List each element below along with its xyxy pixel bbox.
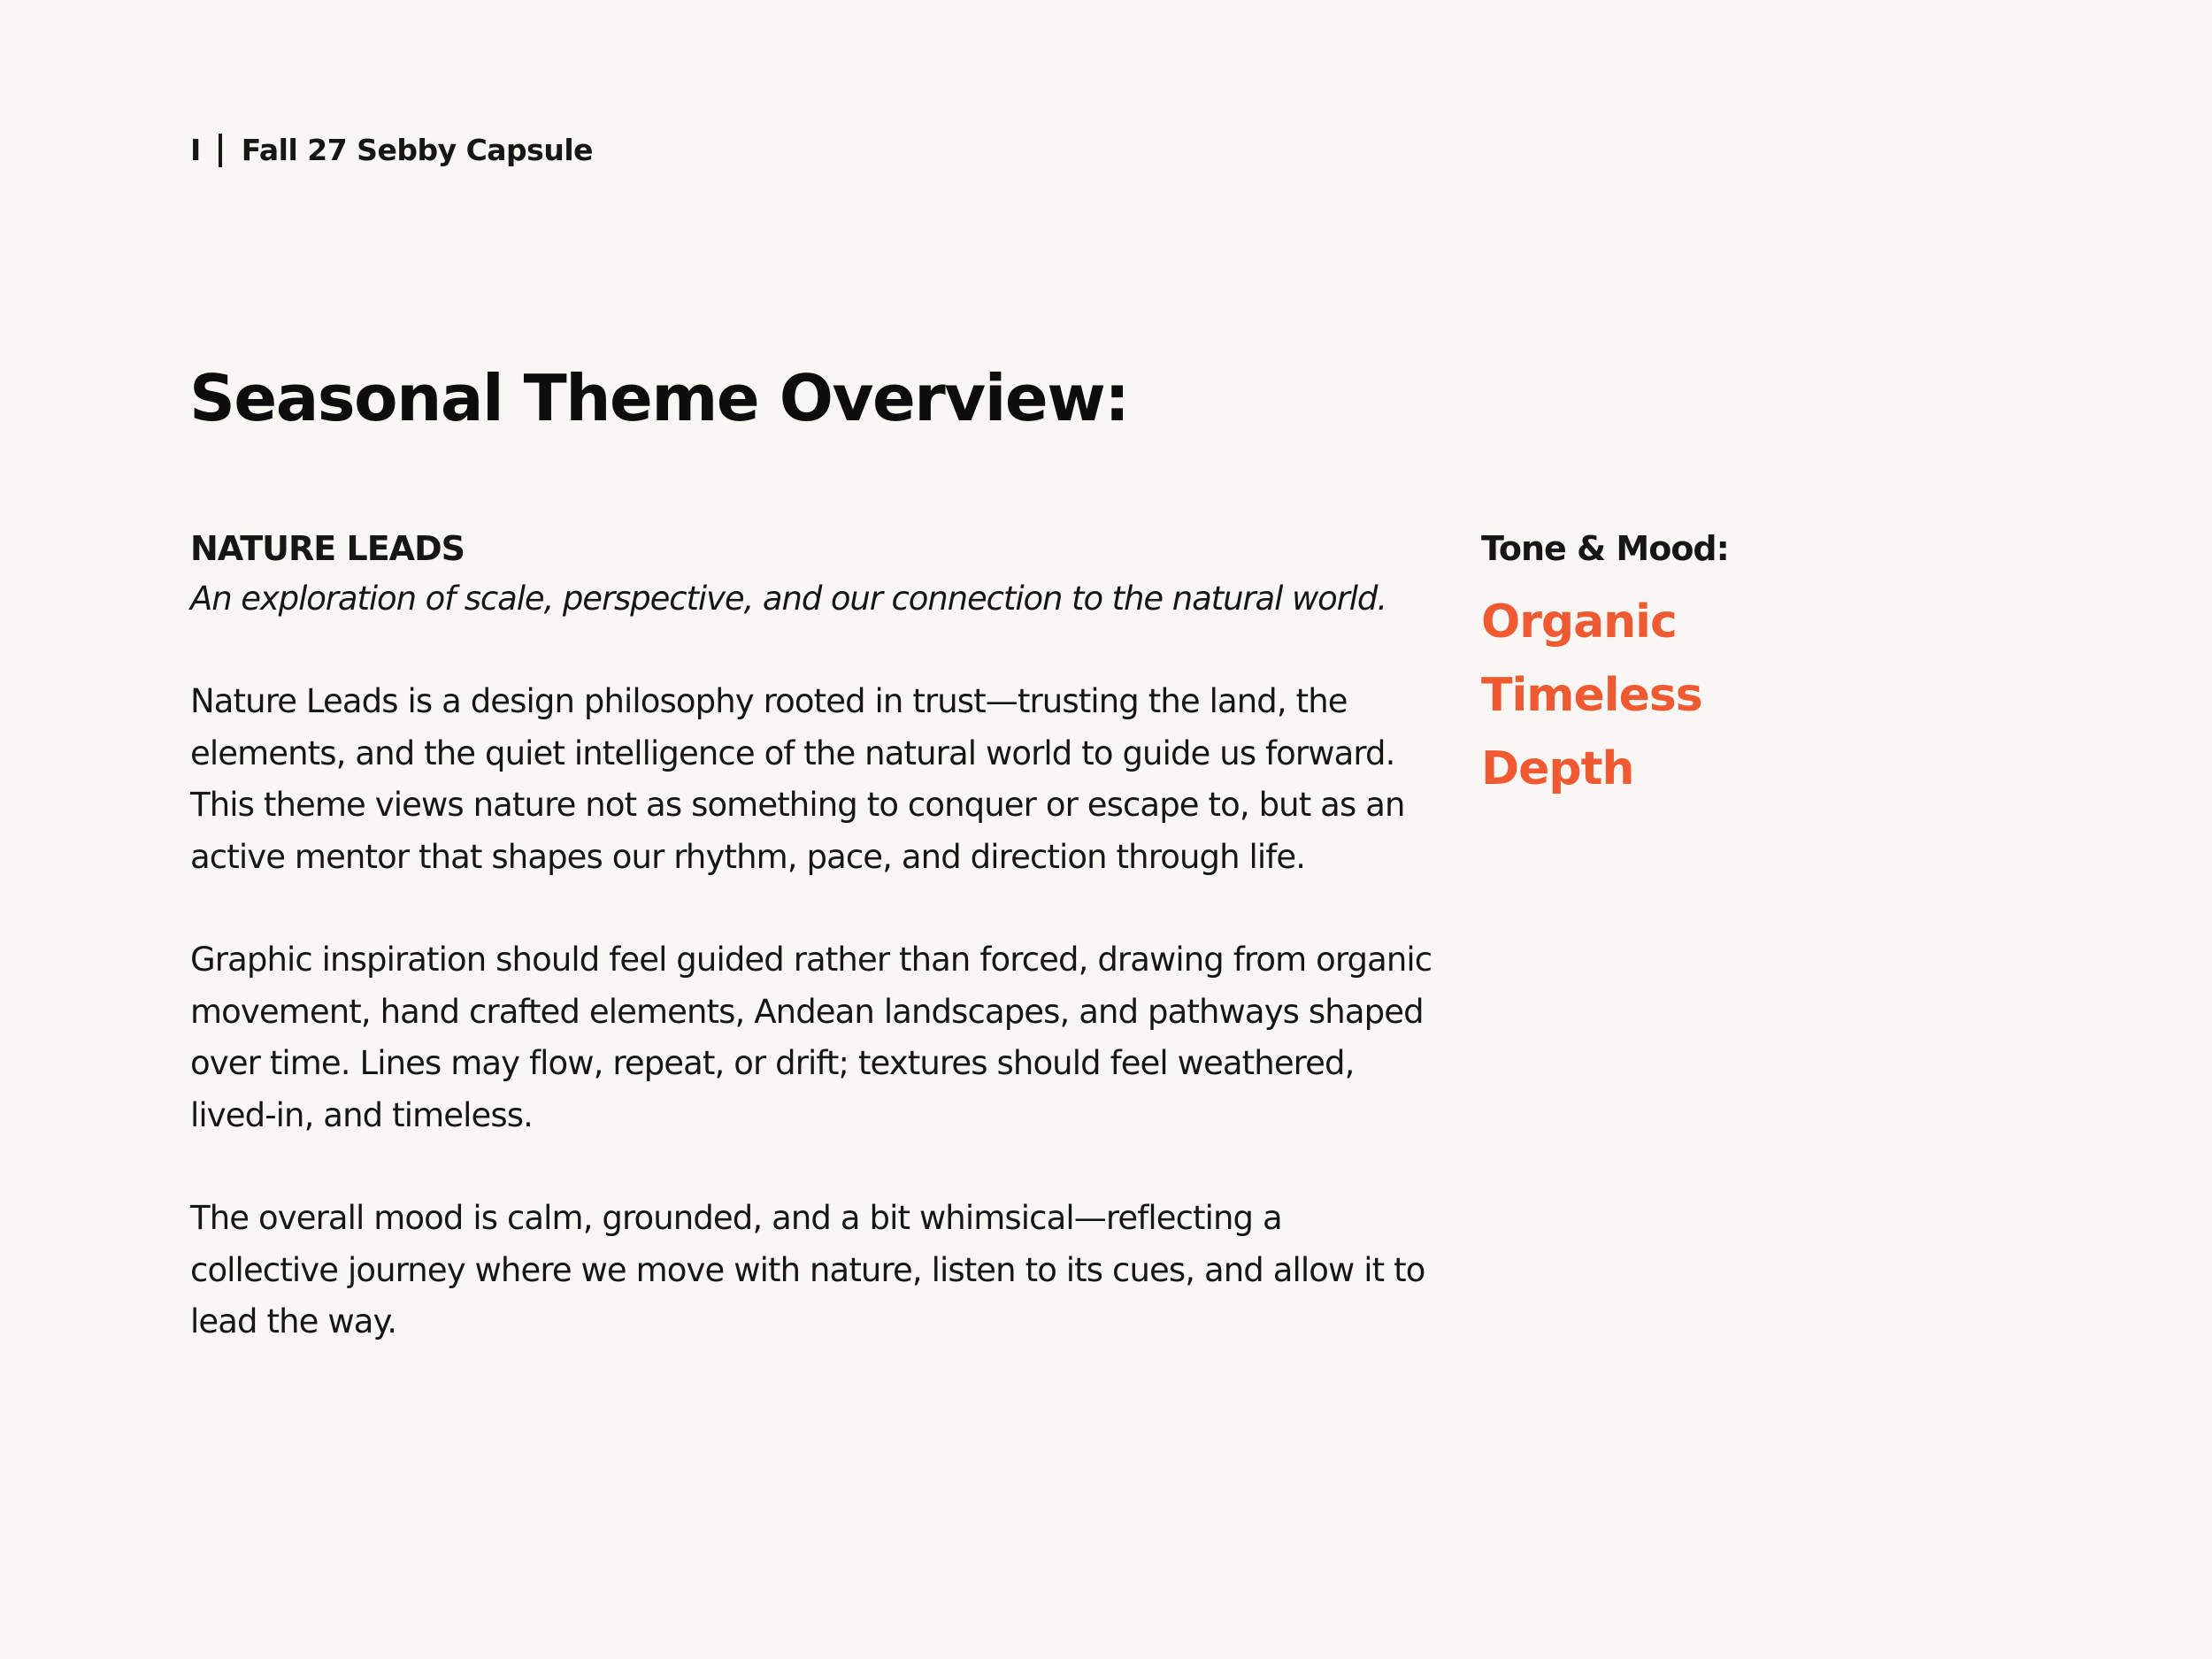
header-divider (219, 134, 222, 167)
tone-item-organic: Organic (1481, 595, 1677, 649)
document-title: Fall 27 Sebby Capsule (241, 133, 594, 167)
theme-subtitle: An exploration of scale, perspective, and our connection to the natural world. (190, 580, 1386, 618)
theme-paragraph-mood: The overall mood is calm, grounded, and a bit whimsical—reflecting a collective journey where we move with nature, listen to its cues, and allow it to lead the way. (190, 1199, 1425, 1340)
page-title: Seasonal Theme Overview: (189, 361, 1129, 435)
page-header (190, 133, 593, 167)
theme-paragraph-philosophy: Nature Leads is a design philosophy rooted in trust—trusting the land, the elements, and the quiet intelligence of the natural world to guide us forward. This theme views nature not as something to conquer or escape to, but as an active mentor that shapes our rhythm, pace, and direction through life. (190, 682, 1405, 876)
tone-item-depth: Depth (1481, 742, 1634, 795)
theme-name: NATURE LEADS (190, 529, 465, 568)
page-number: I (190, 133, 201, 167)
tone-item-timeless: Timeless (1481, 669, 1702, 722)
tone-mood-panel (1481, 524, 1924, 806)
tone-mood-heading: Tone & Mood: (1481, 529, 1729, 568)
theme-paragraph-graphic-inspiration: Graphic inspiration should feel guided rather than forced, drawing from organic movement, hand crafted elements, Andean landscapes, and pathways shaped over time. Lines may flow, repeat, or drift; textures should feel weathered, lived-in, and timeless. (190, 941, 1432, 1134)
tone-mood-list (1481, 586, 1924, 806)
theme-description (190, 524, 1432, 1348)
